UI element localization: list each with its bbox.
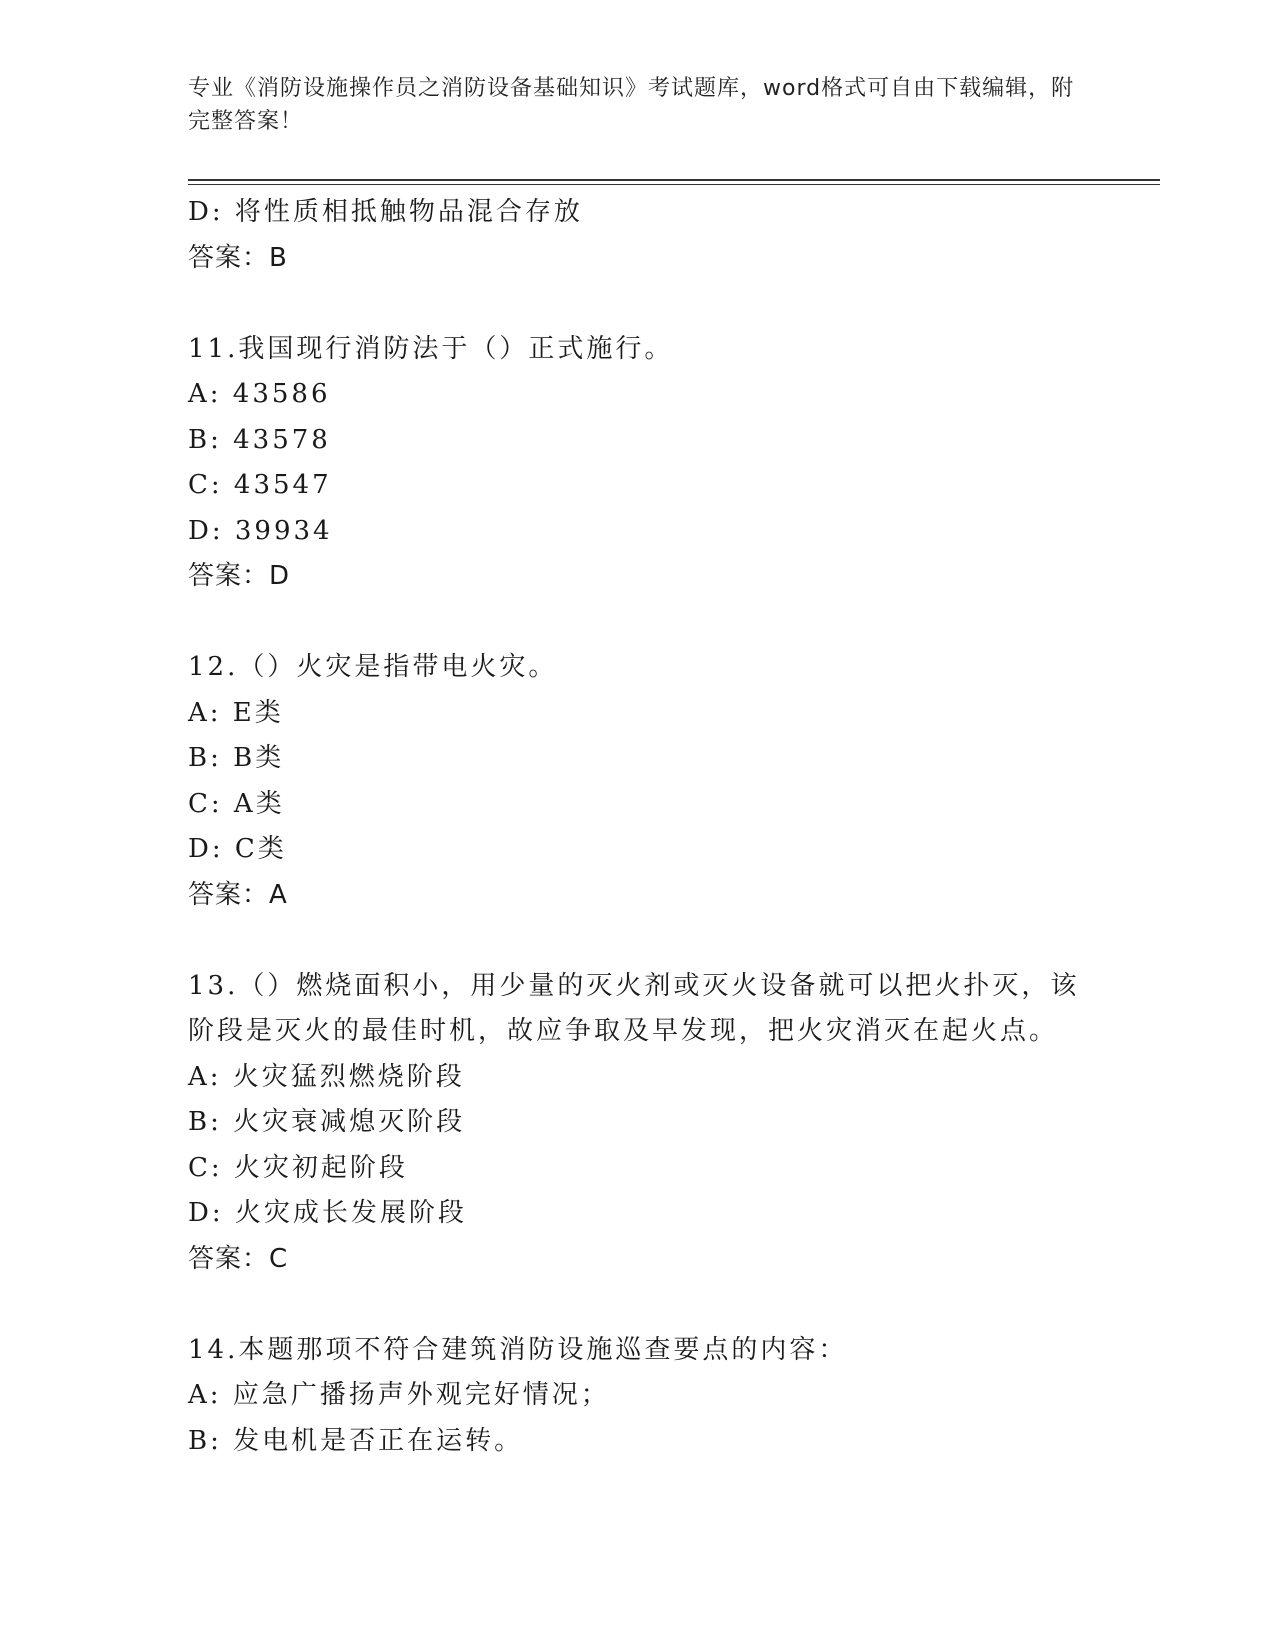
option-c: C: 火灾初起阶段 [188,1152,408,1183]
header-rule-thin [188,184,1160,185]
option-a: A: E类 [188,697,284,728]
question-stem-13: 13.（）燃烧面积小，用少量的灭火剂或灭火设备就可以把火扑灭，该阶段是灭火的最佳时机，故应争取及早发现，把火灾消灭在起火点。 [188,970,1080,1046]
option-b: B: B类 [188,743,285,773]
option-b: B: 发电机是否正在运转。 [188,1425,524,1456]
option-c: C: A类 [188,788,285,819]
answer: 答案：D [188,561,291,591]
question-stem-11: 11.我国现行消防法于（）正式施行。 [188,333,674,364]
header-rule-thick [188,179,1160,181]
answer: 答案：C [188,1243,289,1274]
option-d: D: C类 [188,834,287,864]
option-c: C: 43547 [188,470,332,500]
option-d: D: 火灾成长发展阶段 [188,1198,467,1228]
spacer [188,600,1088,646]
option-a: A: 43586 [188,379,331,409]
spacer [188,918,1088,964]
option-a: A: 火灾猛烈燃烧阶段 [188,1061,465,1092]
option-d: D: 将性质相抵触物品混合存放 [188,197,583,227]
option-b: B: 火灾衰减熄灭阶段 [188,1107,466,1137]
option-d: D: 39934 [188,515,333,546]
option-a: A: 应急广播扬声外观完好情况； [188,1380,610,1410]
question-stem-12: 12.（）火灾是指带电火灾。 [188,652,558,682]
answer: 答案：A [188,879,288,910]
spacer [188,1282,1088,1328]
spacer [188,281,1088,327]
question-stem-14: 14.本题那项不符合建筑消防设施巡查要点的内容： [188,1334,848,1365]
document-header: 专业《消防设施操作员之消防设备基础知识》考试题库，word格式可自由下载编辑，附完整答案！ [188,76,1075,134]
answer: 答案：B [188,242,288,273]
question-list [188,190,1088,1464]
option-b: B: 43578 [188,424,331,455]
